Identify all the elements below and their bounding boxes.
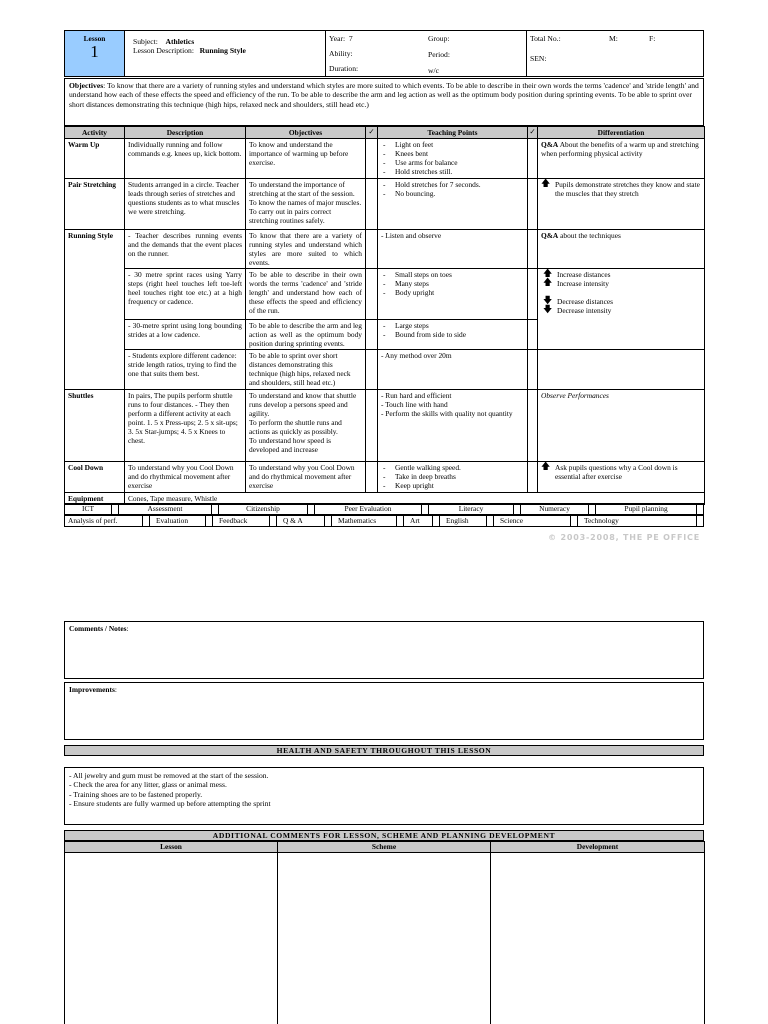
cc-science: Science bbox=[494, 516, 571, 527]
cool-down-description: To understand why you Cool Down and do rhythmical movement after exercise bbox=[125, 462, 246, 493]
warm-up-differentiation: Q&A About the benefits of a warm up and stretching when performing physical activity bbox=[538, 139, 705, 179]
col-scheme: Scheme bbox=[278, 842, 491, 853]
activity-warm-up: Warm Up bbox=[65, 139, 125, 179]
list-item: - Bound from side to side bbox=[381, 330, 524, 339]
table-row bbox=[65, 139, 705, 179]
subject-label: Subject: bbox=[133, 37, 158, 46]
additional-comments-table bbox=[64, 841, 705, 1024]
pair-stretching-objectives: To understand the importance of stretching at the start of the session. To know the names of major muscles. To carry out in pairs correct stretching routines safely. bbox=[246, 179, 366, 230]
shuttles-objectives: To understand and know that shuttle runs develop a persons speed and agility. To perform the shuttle runs and actions as quickly as possibly. To understand how speed is developed and increase bbox=[246, 390, 366, 462]
warm-up-teaching-points bbox=[381, 140, 524, 176]
additional-comments-title: ADDITIONAL COMMENTS FOR LESSON, SCHEME AND PLANNING DEVELOPMENT bbox=[64, 830, 704, 841]
list-item: - Gentle walking speed. bbox=[381, 463, 524, 472]
cc-art: Art bbox=[404, 516, 433, 527]
plan-table bbox=[64, 126, 705, 505]
list-item: - Small steps on toes bbox=[381, 270, 524, 279]
subject-cell bbox=[125, 31, 326, 77]
activity-cool-down: Cool Down bbox=[65, 462, 125, 493]
cc-peer-evaluation: Peer Evaluation bbox=[315, 504, 422, 515]
running-teaching-point-4: - Any method over 20m bbox=[378, 350, 528, 390]
running-differentiation-2: 🡅 Increase distances 🡅 Increase intensity 🡇 Decrease distances 🡇 Decrease intensity bbox=[538, 269, 705, 350]
running-description-2: - 30 metre sprint races using Yarry steps (right heel touches left toe-left heel touches right toe etc.) at a high frequency or cadence. bbox=[125, 269, 246, 320]
cross-curricular-row-2 bbox=[64, 515, 704, 527]
warm-up-description: Individually running and follow commands e.g. knees up, kick bottom. bbox=[125, 139, 246, 179]
running-objective-1: To know that there are a variety of running styles and understand which styles are more suited to which events. bbox=[246, 230, 366, 269]
year-label: Year: bbox=[329, 34, 346, 43]
cc-ict: ICT bbox=[65, 504, 112, 515]
lesson-header bbox=[64, 30, 704, 77]
list-item: - No bouncing. bbox=[381, 189, 524, 198]
cool-down-differentiation: 🡅 Ask pupils questions why a Cool down is essential after exercise bbox=[538, 462, 705, 493]
arrow-down-icon: 🡇 bbox=[543, 295, 553, 306]
header-description: Description bbox=[125, 127, 246, 139]
table-row bbox=[65, 179, 705, 230]
running-objective-2: To be able to describe in their own words the terms 'cadence' and 'stride length' and understand how each of these effects the speed and efficiency of the run. bbox=[246, 269, 366, 320]
lesson-notes-cell[interactable] bbox=[65, 853, 278, 1024]
list-item: - Perform the skills with quality not quantity bbox=[381, 409, 513, 419]
list-item: - Light on feet bbox=[381, 140, 524, 149]
cc-english: English bbox=[440, 516, 487, 527]
cool-down-teaching-points bbox=[381, 463, 524, 490]
table-row bbox=[65, 350, 705, 390]
activity-pair-stretching: Pair Stretching bbox=[65, 179, 125, 230]
ability-label: Ability: bbox=[329, 49, 353, 58]
list-item: - Use arms for balance bbox=[381, 158, 524, 167]
pair-stretching-differentiation: 🡅 Pupils demonstrate stretches they know and state the muscles that they stretch bbox=[538, 179, 705, 230]
header-teaching-points: Teaching Points bbox=[378, 127, 528, 139]
lesson-label: Lesson bbox=[83, 34, 106, 43]
improvements-box[interactable]: Improvements: bbox=[64, 682, 704, 740]
duration-label: Duration: bbox=[329, 64, 359, 73]
desc-value: Running Style bbox=[199, 46, 246, 56]
equipment-value: Cones, Tape measure, Whistle bbox=[125, 493, 705, 505]
cc-mathematics: Mathematics bbox=[332, 516, 397, 527]
shuttles-teaching-points bbox=[378, 390, 528, 462]
subject-value: Athletics bbox=[165, 37, 195, 46]
running-description-3: - 30-metre sprint using long bounding strides at a low cadence. bbox=[125, 320, 246, 350]
running-objective-4: To be able to sprint over short distances demonstrating this technique (high hips, relaxed neck and shoulders, still head etc.) bbox=[246, 350, 366, 390]
list-item: - Training shoes are to be fastened properly. bbox=[69, 789, 203, 799]
scheme-notes-cell[interactable] bbox=[278, 853, 491, 1024]
running-description-1: - Teacher describes running events and the demands that the event places on the runner. bbox=[125, 230, 246, 269]
year-value: 7 bbox=[348, 34, 353, 43]
table-row bbox=[65, 390, 705, 462]
header-differentiation: Differentiation bbox=[538, 127, 705, 139]
activity-running-style: Running Style bbox=[65, 230, 125, 390]
table-row bbox=[65, 269, 705, 320]
m-label: M: bbox=[609, 34, 618, 43]
shuttles-description: In pairs, The pupils perform shuttle runs to four distances. - They then perform a different activity at each point. 1. 5 x Press-ups; 2. 5 x sit-ups; 3. 5x Star-jumps; 4. 5 x Knees to chest. bbox=[125, 390, 246, 462]
cc-q-and-a: Q & A bbox=[277, 516, 325, 527]
list-item: - Take in deep breaths bbox=[381, 472, 524, 481]
improvements-label: Improvements bbox=[69, 685, 115, 694]
cc-numeracy: Numeracy bbox=[521, 504, 589, 515]
arrow-up-icon: 🡅 bbox=[543, 277, 553, 288]
objectives-text: : To know that there are a variety of running styles and understand which styles are more suited to which events. To be able to describe in their own words the terms 'cadence' and 'stride length' and understand how each of these effects the speed and efficiency of the run. To be able to describe the arm and leg action as well as the optimum body position during sprinting events. To be able to sprint over short distances demonstrating this technique (high hips, relaxed neck and shoulders, still head etc.) bbox=[69, 81, 699, 109]
list-item: - Check the area for any litter, glass or animal mess. bbox=[69, 780, 227, 790]
list-item: - Knees bent bbox=[381, 149, 524, 158]
pair-stretching-description: Students arranged in a circle. Teacher leads through series of stretches and questions students as to what muscles we were stretching. bbox=[125, 179, 246, 230]
running-teaching-points-3 bbox=[381, 321, 524, 339]
running-teaching-point-1: - Listen and observe bbox=[378, 230, 528, 269]
header-check-2: ✓ bbox=[528, 127, 538, 139]
pair-stretching-teaching-points bbox=[381, 180, 524, 198]
cc-evaluation: Evaluation bbox=[150, 516, 206, 527]
list-item: - All jewelry and gum must be removed at the start of the session. bbox=[69, 771, 269, 780]
wc-label: w/c bbox=[428, 66, 439, 75]
cool-down-objectives: To understand why you Cool Down and do rhythmical movement after exercise bbox=[246, 462, 366, 493]
header-objectives: Objectives bbox=[246, 127, 366, 139]
list-item: - Keep upright bbox=[381, 481, 524, 490]
cc-citizenship: Citizenship bbox=[219, 504, 308, 515]
list-item: - Run hard and efficient bbox=[381, 391, 452, 401]
year-cell bbox=[326, 31, 527, 77]
period-label: Period: bbox=[428, 50, 450, 59]
cc-analysis: Analysis of perf. bbox=[65, 516, 143, 527]
col-lesson: Lesson bbox=[65, 842, 278, 853]
list-item: - Hold stretches for 7 seconds. bbox=[381, 180, 524, 189]
objectives-label: Objectives bbox=[69, 81, 104, 90]
running-description-4: - Students explore different cadence: stride length ratios, trying to find the one that suits them best. bbox=[125, 350, 246, 390]
lesson-number-cell bbox=[65, 31, 125, 77]
arrow-up-icon: 🡅 bbox=[543, 268, 553, 279]
lesson-number: 1 bbox=[90, 42, 99, 62]
list-item: - Ensure students are fully warmed up before attempting the sprint bbox=[69, 799, 271, 809]
header-check: ✓ bbox=[366, 127, 378, 139]
total-label: Total No.: bbox=[530, 34, 561, 43]
arrow-up-icon: 🡅 bbox=[541, 178, 551, 189]
total-cell bbox=[527, 31, 704, 77]
cross-curricular-row-1 bbox=[64, 503, 704, 515]
equipment-label: Equipment bbox=[65, 493, 125, 505]
list-item: - Touch line with hand bbox=[381, 400, 448, 410]
table-row bbox=[65, 230, 705, 269]
cc-literacy: Literacy bbox=[429, 504, 514, 515]
health-safety-box bbox=[64, 767, 704, 825]
comments-box[interactable]: Comments / Notes: bbox=[64, 621, 704, 679]
cc-technology: Technology bbox=[578, 516, 697, 527]
running-differentiation-1: Q&A about the techniques bbox=[538, 230, 705, 269]
header-activity: Activity bbox=[65, 127, 125, 139]
comments-label: Comments / Notes bbox=[69, 624, 127, 633]
col-development: Development bbox=[491, 842, 705, 853]
running-teaching-points-2 bbox=[381, 270, 524, 297]
sen-label: SEN: bbox=[530, 54, 547, 63]
shuttles-differentiation: Observe Performances bbox=[538, 390, 705, 462]
running-objective-3: To be able to describe the arm and leg action as well as the optimum body position during sprinting events. bbox=[246, 320, 366, 350]
arrow-down-icon: 🡇 bbox=[543, 304, 553, 315]
desc-label: Lesson Description: bbox=[133, 46, 194, 56]
cc-feedback: Feedback bbox=[213, 516, 270, 527]
objectives-box bbox=[64, 78, 704, 126]
f-label: F: bbox=[649, 34, 656, 43]
table-row bbox=[65, 462, 705, 493]
health-safety-title: HEALTH AND SAFETY THROUGHOUT THIS LESSON bbox=[64, 745, 704, 756]
cc-pupil-planning: Pupil planning bbox=[596, 504, 697, 515]
arrow-up-icon: 🡅 bbox=[541, 461, 551, 472]
development-notes-cell[interactable] bbox=[491, 853, 705, 1024]
group-label: Group: bbox=[428, 34, 450, 43]
cc-assessment: Assessment bbox=[119, 504, 212, 515]
warm-up-objectives: To know and understand the importance of warming up before exercise. bbox=[246, 139, 366, 179]
list-item: - Large steps bbox=[381, 321, 524, 330]
list-item: - Hold stretches still. bbox=[381, 167, 524, 176]
activity-shuttles: Shuttles bbox=[65, 390, 125, 462]
list-item: - Many steps bbox=[381, 279, 524, 288]
copyright-text: © 2003-2008, THE PE OFFICE bbox=[548, 533, 700, 542]
list-item: - Body upright bbox=[381, 288, 524, 297]
